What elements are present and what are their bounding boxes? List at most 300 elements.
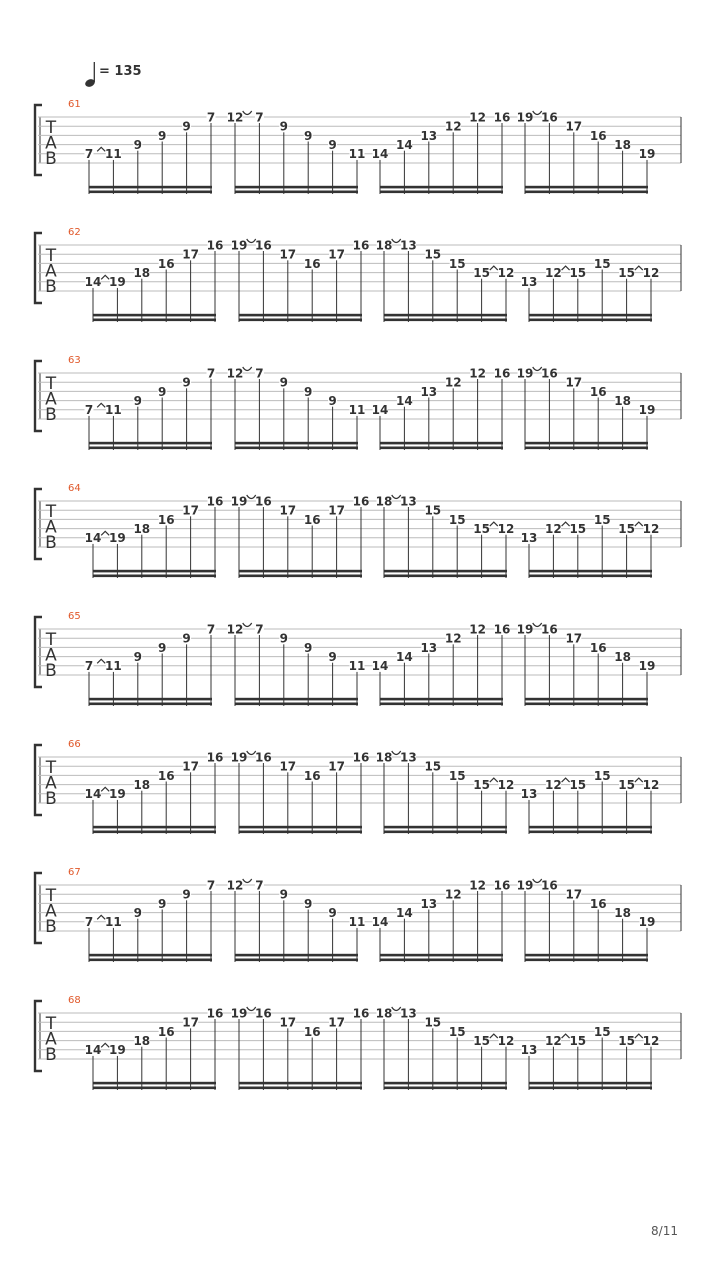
beam-secondary — [89, 954, 212, 957]
tab-clef-b: B — [45, 661, 57, 681]
fret-number: 15 — [424, 503, 442, 518]
fret-number: 12 — [469, 622, 486, 637]
fret-number: 16 — [157, 1024, 175, 1039]
fret-number: 15 — [618, 522, 635, 536]
fret-number: 9 — [328, 650, 337, 664]
fret-number: 12 — [444, 631, 462, 646]
fret-number: 17 — [328, 1015, 345, 1030]
beam-primary — [384, 1087, 507, 1090]
fret-number: 15 — [473, 266, 490, 280]
hammer-on-mark — [562, 778, 570, 782]
fret-number: 12 — [545, 266, 562, 280]
hammer-on-mark — [635, 778, 643, 782]
measure-number: 68 — [68, 995, 81, 1006]
fret-number: 17 — [328, 503, 345, 518]
beat-group — [231, 494, 370, 578]
system-bracket — [35, 1001, 42, 1071]
fret-number: 19 — [516, 622, 534, 637]
beam-secondary — [525, 698, 648, 701]
fret-number: 13 — [520, 787, 538, 802]
beam-primary — [235, 703, 358, 706]
fret-number: 11 — [105, 403, 122, 418]
fret-number: 18 — [133, 1034, 151, 1048]
fret-number: 16 — [303, 512, 321, 527]
beam-secondary — [93, 826, 216, 829]
fret-number: 18 — [133, 778, 151, 792]
beam-primary — [93, 1087, 216, 1090]
fret-number: 7 — [84, 659, 94, 674]
tab-clef-t: T — [45, 502, 57, 522]
beam-primary — [529, 575, 652, 578]
tab-clef-b: B — [45, 789, 57, 809]
fret-number: 9 — [279, 119, 288, 134]
pull-off-mark — [243, 111, 252, 115]
beam-primary — [529, 319, 652, 322]
fret-number: 17 — [182, 1015, 199, 1030]
system-bracket — [35, 745, 42, 815]
fret-number: 16 — [589, 640, 607, 655]
beam-secondary — [525, 442, 648, 445]
fret-number: 16 — [206, 494, 224, 509]
beam-secondary — [384, 570, 507, 573]
fret-number: 7 — [206, 366, 216, 381]
beat-group — [227, 366, 366, 450]
fret-number: 16 — [493, 622, 511, 637]
fret-number: 15 — [618, 266, 635, 280]
fret-number: 13 — [420, 128, 438, 143]
beat-group — [372, 110, 511, 194]
fret-number: 17 — [565, 887, 583, 902]
fret-number: 13 — [400, 1006, 417, 1021]
fret-number: 12 — [469, 110, 486, 125]
beam-secondary — [239, 1082, 362, 1085]
fret-number: 9 — [304, 384, 313, 399]
beat-group — [231, 750, 370, 834]
tab-clef-a: A — [45, 389, 57, 410]
fret-number: 16 — [157, 768, 175, 783]
fret-number: 12 — [444, 887, 462, 902]
fret-number: 19 — [109, 275, 126, 290]
hammer-on-mark — [101, 1043, 109, 1047]
fret-number: 17 — [279, 503, 297, 518]
fret-number: 13 — [520, 531, 538, 546]
beam-secondary — [529, 826, 652, 829]
hammer-on-mark — [101, 275, 109, 279]
system-bracket — [35, 233, 42, 303]
fret-number: 15 — [473, 1034, 490, 1048]
fret-number: 17 — [279, 759, 297, 774]
fret-number: 9 — [158, 128, 167, 143]
tab-clef-t: T — [45, 630, 57, 650]
fret-number: 15 — [448, 256, 466, 271]
fret-number: 16 — [493, 110, 511, 125]
tab-clef-t: T — [45, 246, 57, 266]
fret-number: 19 — [638, 403, 656, 418]
fret-number: 15 — [593, 768, 611, 783]
beam-primary — [239, 1087, 362, 1090]
beam-secondary — [384, 314, 507, 317]
fret-number: 14 — [84, 787, 102, 802]
beat-group — [517, 622, 656, 706]
fret-number: 9 — [328, 906, 337, 920]
fret-number: 19 — [230, 238, 248, 253]
fret-number: 15 — [569, 266, 587, 280]
fret-number: 14 — [396, 138, 413, 152]
beam-primary — [525, 447, 648, 450]
fret-number: 16 — [352, 238, 370, 253]
beam-primary — [384, 831, 507, 834]
beam-primary — [380, 191, 503, 194]
fret-number: 14 — [396, 906, 413, 920]
measure-number: 62 — [68, 227, 81, 238]
fret-number: 9 — [304, 128, 313, 143]
page-number: 8/11 — [651, 1224, 678, 1238]
fret-number: 15 — [473, 522, 490, 536]
beat-group — [85, 238, 224, 322]
tab-clef-t: T — [45, 374, 57, 394]
fret-number: 19 — [638, 915, 656, 930]
fret-number: 18 — [375, 494, 393, 509]
fret-number: 16 — [352, 1006, 370, 1021]
fret-number: 16 — [589, 384, 607, 399]
fret-number: 9 — [328, 394, 337, 408]
beat-group — [372, 878, 511, 962]
beat-group — [372, 366, 511, 450]
fret-number: 12 — [469, 366, 486, 381]
fret-number: 11 — [105, 147, 122, 162]
beat-group — [227, 110, 366, 194]
beam-primary — [380, 703, 503, 706]
fret-number: 13 — [520, 1043, 538, 1058]
fret-number: 18 — [375, 238, 393, 253]
fret-number: 15 — [424, 1015, 442, 1030]
fret-number: 9 — [279, 887, 288, 902]
beam-primary — [93, 831, 216, 834]
beam-primary — [93, 575, 216, 578]
tab-clef-b: B — [45, 533, 57, 553]
fret-number: 14 — [396, 394, 413, 408]
fret-number: 9 — [279, 631, 288, 646]
measure-number: 67 — [68, 867, 81, 878]
fret-number: 19 — [230, 750, 248, 765]
fret-number: 17 — [328, 759, 345, 774]
fret-number: 17 — [279, 1015, 297, 1030]
fret-number: 19 — [516, 878, 534, 893]
beat-group — [517, 366, 656, 450]
beat-group — [85, 366, 216, 450]
beam-primary — [89, 191, 212, 194]
fret-number: 12 — [226, 366, 244, 381]
beam-primary — [239, 319, 362, 322]
beam-primary — [89, 447, 212, 450]
tab-clef-a: A — [45, 1029, 57, 1050]
beam-primary — [525, 703, 648, 706]
beam-secondary — [529, 1082, 652, 1085]
tab-system — [35, 867, 681, 962]
fret-number: 19 — [638, 659, 656, 674]
beam-secondary — [239, 826, 362, 829]
beam-primary — [93, 319, 216, 322]
beam-primary — [380, 447, 503, 450]
fret-number: 15 — [593, 256, 611, 271]
fret-number: 18 — [614, 138, 631, 152]
fret-number: 11 — [105, 915, 122, 930]
fret-number: 16 — [303, 768, 321, 783]
tab-system — [35, 611, 681, 706]
fret-number: 11 — [348, 659, 366, 674]
beam-primary — [384, 575, 507, 578]
hammer-on-mark — [490, 1034, 498, 1038]
beam-secondary — [380, 954, 503, 957]
beam-secondary — [235, 698, 358, 701]
fret-number: 9 — [182, 119, 191, 134]
tab-systems — [35, 99, 681, 1090]
system-bracket — [35, 105, 42, 175]
fret-number: 9 — [133, 650, 142, 664]
fret-number: 12 — [497, 778, 515, 792]
fret-number: 15 — [473, 778, 490, 792]
fret-number: 16 — [255, 750, 272, 765]
beam-secondary — [384, 826, 507, 829]
fret-number: 17 — [565, 375, 583, 390]
fret-number: 7 — [255, 622, 264, 637]
tab-clef-a: A — [45, 773, 57, 794]
beat-group — [521, 1025, 660, 1090]
tab-clef-a: A — [45, 261, 57, 282]
hammer-on-mark — [97, 403, 105, 407]
fret-number: 9 — [328, 138, 337, 152]
beat-group — [376, 1006, 515, 1090]
fret-number: 19 — [230, 494, 248, 509]
fret-number: 16 — [541, 366, 558, 381]
tempo-marking — [84, 62, 142, 88]
tab-clef-t: T — [45, 1014, 57, 1034]
tab-clef-a: A — [45, 645, 57, 666]
fret-number: 9 — [133, 394, 142, 408]
fret-number: 13 — [400, 238, 417, 253]
fret-number: 16 — [493, 366, 511, 381]
fret-number: 16 — [206, 238, 224, 253]
fret-number: 12 — [642, 522, 660, 536]
fret-number: 7 — [84, 915, 94, 930]
beat-group — [231, 238, 370, 322]
fret-number: 16 — [255, 1006, 272, 1021]
fret-number: 16 — [206, 1006, 224, 1021]
beam-secondary — [529, 570, 652, 573]
fret-number: 15 — [618, 778, 635, 792]
fret-number: 19 — [109, 787, 126, 802]
fret-number: 7 — [255, 878, 264, 893]
fret-number: 16 — [589, 896, 607, 911]
fret-number: 12 — [469, 878, 486, 893]
fret-number: 12 — [497, 266, 515, 280]
hammer-on-mark — [635, 522, 643, 526]
fret-number: 17 — [565, 119, 583, 134]
fret-number: 14 — [371, 915, 389, 930]
system-bracket — [35, 617, 42, 687]
tab-clef-b: B — [45, 405, 57, 425]
measure-number: 65 — [68, 611, 81, 622]
tab-clef-a: A — [45, 901, 57, 922]
beat-group — [227, 878, 366, 962]
tab-clef-a: A — [45, 133, 57, 154]
fret-number: 7 — [84, 403, 94, 418]
beam-secondary — [93, 570, 216, 573]
fret-number: 9 — [158, 896, 167, 911]
beam-primary — [235, 191, 358, 194]
tab-clef-b: B — [45, 917, 57, 937]
fret-number: 9 — [158, 384, 167, 399]
fret-number: 12 — [642, 1034, 660, 1048]
fret-number: 15 — [448, 1024, 466, 1039]
beam-primary — [529, 831, 652, 834]
beam-secondary — [239, 570, 362, 573]
fret-number: 16 — [157, 256, 175, 271]
hammer-on-mark — [635, 266, 643, 270]
fret-number: 18 — [375, 750, 393, 765]
fret-number: 16 — [352, 494, 370, 509]
tab-clef-b: B — [45, 149, 57, 169]
fret-number: 7 — [84, 147, 94, 162]
fret-number: 9 — [133, 906, 142, 920]
beat-group — [517, 878, 656, 962]
fret-number: 16 — [493, 878, 511, 893]
fret-number: 12 — [642, 266, 660, 280]
beam-secondary — [529, 314, 652, 317]
fret-number: 18 — [133, 266, 151, 280]
fret-number: 13 — [400, 494, 417, 509]
hammer-on-mark — [97, 659, 105, 663]
fret-number: 9 — [182, 631, 191, 646]
beat-group — [376, 750, 515, 834]
fret-number: 19 — [109, 1043, 126, 1058]
fret-number: 12 — [444, 375, 462, 390]
fret-number: 16 — [206, 750, 224, 765]
tab-system — [35, 355, 681, 450]
measure-number: 63 — [68, 355, 81, 366]
fret-number: 14 — [371, 147, 389, 162]
fret-number: 12 — [444, 119, 462, 134]
fret-number: 7 — [206, 622, 216, 637]
fret-number: 7 — [255, 110, 264, 125]
beam-primary — [529, 1087, 652, 1090]
beat-group — [521, 513, 660, 578]
tab-clef-b: B — [45, 277, 57, 297]
beam-secondary — [380, 442, 503, 445]
system-bracket — [35, 873, 42, 943]
fret-number: 16 — [303, 256, 321, 271]
beat-group — [85, 878, 216, 962]
hammer-on-mark — [562, 266, 570, 270]
beam-secondary — [89, 186, 212, 189]
fret-number: 12 — [642, 778, 660, 792]
fret-number: 15 — [448, 512, 466, 527]
beam-secondary — [235, 186, 358, 189]
fret-number: 13 — [520, 275, 538, 290]
fret-number: 11 — [348, 915, 366, 930]
fret-number: 7 — [206, 110, 216, 125]
hammer-on-mark — [562, 522, 570, 526]
fret-number: 16 — [352, 750, 370, 765]
fret-number: 9 — [279, 375, 288, 390]
fret-number: 7 — [206, 878, 216, 893]
hammer-on-mark — [490, 522, 498, 526]
system-bracket — [35, 361, 42, 431]
fret-number: 12 — [226, 622, 244, 637]
fret-number: 18 — [133, 522, 151, 536]
fret-number: 15 — [618, 1034, 635, 1048]
pull-off-mark — [243, 879, 252, 883]
tab-clef-a: A — [45, 517, 57, 538]
fret-number: 14 — [371, 403, 389, 418]
fret-number: 18 — [614, 394, 631, 408]
beat-group — [376, 494, 515, 578]
tab-system — [35, 227, 681, 322]
fret-number: 14 — [84, 531, 102, 546]
beam-primary — [380, 959, 503, 962]
beam-secondary — [235, 442, 358, 445]
pull-off-mark — [243, 367, 252, 371]
fret-number: 11 — [348, 403, 366, 418]
fret-number: 15 — [593, 1024, 611, 1039]
fret-number: 16 — [541, 878, 558, 893]
beam-primary — [525, 191, 648, 194]
hammer-on-mark — [635, 1034, 643, 1038]
fret-number: 9 — [182, 887, 191, 902]
fret-number: 15 — [424, 247, 442, 262]
beat-group — [376, 238, 515, 322]
fret-number: 9 — [304, 896, 313, 911]
tab-system — [35, 99, 681, 194]
fret-number: 12 — [497, 1034, 515, 1048]
fret-number: 9 — [182, 375, 191, 390]
beat-group — [227, 622, 366, 706]
tab-clef-t: T — [45, 758, 57, 778]
fret-number: 16 — [589, 128, 607, 143]
fret-number: 13 — [400, 750, 417, 765]
fret-number: 16 — [541, 622, 558, 637]
fret-number: 16 — [255, 494, 272, 509]
fret-number: 16 — [157, 512, 175, 527]
fret-number: 9 — [133, 138, 142, 152]
pull-off-mark — [243, 623, 252, 627]
beam-primary — [89, 959, 212, 962]
fret-number: 18 — [614, 906, 631, 920]
beam-primary — [525, 959, 648, 962]
beam-secondary — [380, 186, 503, 189]
fret-number: 14 — [396, 650, 413, 664]
beam-secondary — [89, 698, 212, 701]
fret-number: 19 — [516, 110, 534, 125]
beat-group — [231, 1006, 370, 1090]
fret-number: 11 — [348, 147, 366, 162]
beam-secondary — [89, 442, 212, 445]
beat-group — [85, 494, 224, 578]
fret-number: 9 — [304, 640, 313, 655]
tempo-label: = 135 — [99, 64, 142, 79]
beam-secondary — [380, 698, 503, 701]
fret-number: 7 — [255, 366, 264, 381]
fret-number: 9 — [158, 640, 167, 655]
beat-group — [521, 769, 660, 834]
fret-number: 17 — [565, 631, 583, 646]
fret-number: 18 — [375, 1006, 393, 1021]
beat-group — [372, 622, 511, 706]
fret-number: 12 — [497, 522, 515, 536]
beam-secondary — [384, 1082, 507, 1085]
fret-number: 17 — [182, 759, 199, 774]
tab-clef-b: B — [45, 1045, 57, 1065]
